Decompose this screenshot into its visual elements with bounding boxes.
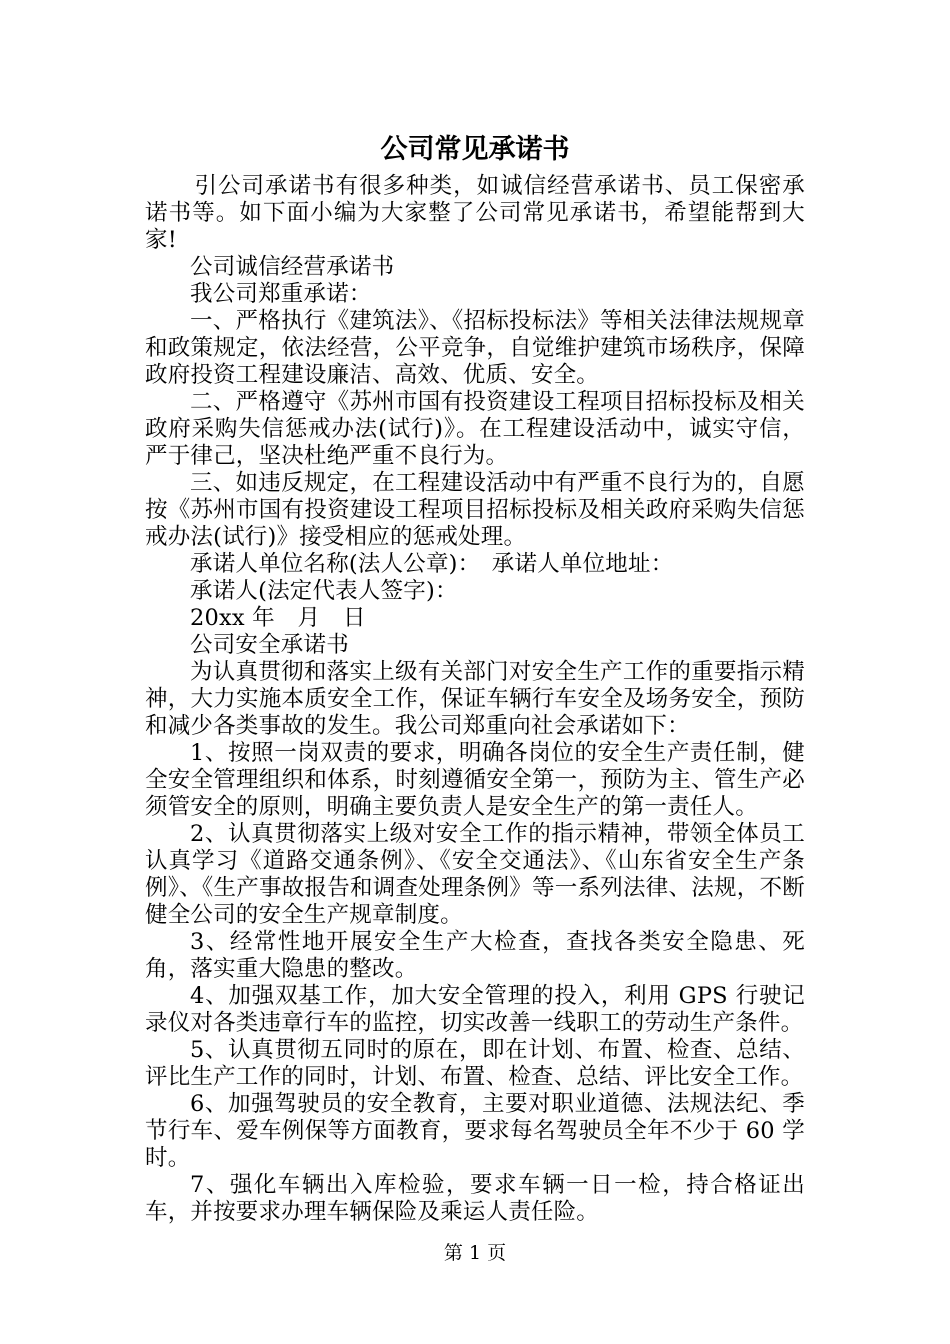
list-item: 2、认真贯彻落实上级对安全工作的指示精神，带领全体员工认真学习《道路交通条例》、《安全交通法》、《山东省安全生产条例》、《生产事故报告和调查处理条例》等一系列法律、法规，不断健全公司的安全生产规章制度。 bbox=[145, 821, 805, 928]
paragraph: 三、如违反规定，在工程建设活动中有严重不良行为的，自愿按《苏州市国有投资建设工程项目招标投标及相关政府采购失信惩戒办法(试行)》接受相应的惩戒处理。 bbox=[145, 470, 805, 550]
list-item: 4、加强双基工作，加大安全管理的投入，利用 GPS 行驶记录仪对各类违章行车的监控，切实改善一线职工的劳动生产条件。 bbox=[145, 983, 805, 1036]
section-heading-safety: 公司安全承诺书 bbox=[190, 632, 349, 658]
paragraph: 一、严格执行《建筑法》、《招标投标法》等相关法律法规规章和政策规定，依法经营，公平竞争，自觉维护建筑市场秩序，保障政府投资工程建设廉洁、高效、优质、安全。 bbox=[145, 308, 805, 388]
page-number: 第 1 页 bbox=[443, 1242, 507, 1264]
paragraph: 我公司郑重承诺： bbox=[190, 281, 372, 307]
paragraph: 二、严格遵守《苏州市国有投资建设工程项目招标投标及相关政府采购失信惩戒办法(试行)》。在工程建设活动中，诚实守信，严于律己，坚决杜绝严重不良行为。 bbox=[145, 389, 805, 469]
date-line: 20xx 年 月 日 bbox=[190, 605, 366, 631]
section-heading-integrity: 公司诚信经营承诺书 bbox=[190, 254, 395, 280]
list-item: 3、经常性地开展安全生产大检查，查找各类安全隐患、死角，落实重大隐患的整改。 bbox=[145, 929, 805, 982]
document-title: 公司常见承诺书 bbox=[380, 134, 570, 165]
signature-line: 承诺人单位名称(法人公章)： 承诺人单位地址： bbox=[190, 551, 674, 577]
signature-line: 承诺人(法定代表人签字)： bbox=[190, 578, 458, 604]
intro-paragraph: 引公司承诺书有很多种类，如诚信经营承诺书、员工保密承诺书等。如下面小编为大家整了公司常见承诺书，希望能帮到大家! bbox=[145, 173, 805, 253]
list-item: 1、按照一岗双责的要求，明确各岗位的安全生产责任制，健全安全管理组织和体系，时刻遵循安全第一，预防为主、管生产必须管安全的原则，明确主要负责人是安全生产的第一责任人。 bbox=[145, 740, 805, 820]
paragraph: 为认真贯彻和落实上级有关部门对安全生产工作的重要指示精神，大力实施本质安全工作，保证车辆行车安全及场务安全，预防和减少各类事故的发生。我公司郑重向社会承诺如下： bbox=[145, 659, 805, 739]
list-item: 6、加强驾驶员的安全教育，主要对职业道德、法规法纪、季节行车、爱车例保等方面教育，要求每名驾驶员全年不少于 60 学时。 bbox=[145, 1091, 805, 1171]
list-item: 5、认真贯彻五同时的原在，即在计划、布置、检查、总结、评比生产工作的同时，计划、布置、检查、总结、评比安全工作。 bbox=[145, 1037, 805, 1090]
document-body bbox=[145, 173, 805, 1226]
list-item: 7、强化车辆出入库检验，要求车辆一日一检，持合格证出车，并按要求办理车辆保险及乘运人责任险。 bbox=[145, 1172, 805, 1225]
